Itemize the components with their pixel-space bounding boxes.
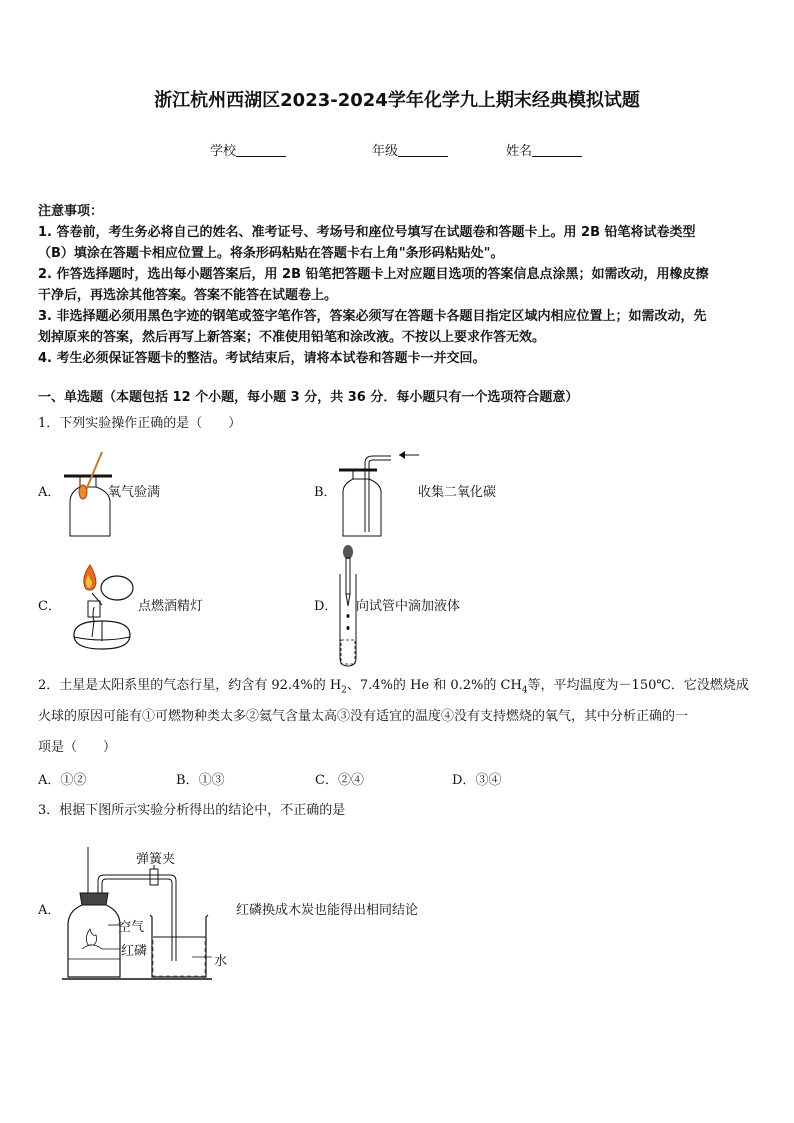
notice-line-7: 4. 考生必须保证答题卡的整洁。考试结束后，请将本试卷和答题卡一并交回。: [38, 351, 486, 366]
q3-stem: 3．根据下图所示实验分析得出的结论中，不正确的是: [38, 803, 346, 818]
school-label: 学校: [210, 144, 237, 159]
q1-option-a-letter[interactable]: A．: [38, 485, 61, 500]
q3-option-a-letter[interactable]: A．: [38, 903, 61, 918]
q2-option-b[interactable]: [176, 770, 225, 791]
grade-blank[interactable]: [398, 143, 448, 157]
q1-option-b-text: 收集二氧化碳: [418, 485, 497, 500]
q2-sub-h2: 2: [341, 685, 347, 696]
grade-label: 年级: [372, 144, 399, 159]
notice-line-3: 2. 作答选择题时，选出每小题答案后，用 2B 铅笔把答题卡上对应题目选项的答案信息点涂黑；如需改动，用橡皮擦: [38, 267, 709, 282]
q2-option-b-text: ①③: [198, 773, 225, 788]
q2-option-c[interactable]: [315, 770, 364, 791]
q1-b-collection-figure: [335, 448, 425, 540]
q1-option-b-letter[interactable]: B．: [314, 485, 337, 500]
grade-field: [372, 140, 448, 159]
q2-line-1c: 等，平均温度为－150℃．它没燃烧成: [527, 678, 749, 693]
page-title: 浙江杭州西湖区2023-2024学年化学九上期末经典模拟试题: [154, 90, 640, 111]
q1-option-c-letter[interactable]: C．: [38, 599, 61, 614]
notice-line-4: 干净后，再选涂其他答案。答案不能答在试题卷上。: [38, 288, 338, 303]
notice-line-2: （B）填涂在答题卡相应位置上。将条形码粘贴在答题卡右上角"条形码粘贴处"。: [38, 246, 504, 261]
q2-option-d-letter: D．: [452, 773, 476, 788]
q2-option-c-text: ②④: [337, 773, 364, 788]
q3-label-phosphorus: 红磷: [121, 944, 148, 959]
q2-option-a-letter: A．: [38, 773, 61, 788]
q1-option-d-text: 向试管中滴加液体: [356, 599, 461, 614]
name-blank[interactable]: [532, 143, 582, 157]
q2-sub-ch4: 4: [521, 685, 528, 696]
q2-option-d-text: ③④: [475, 773, 502, 788]
q2-option-a-text: ①②: [60, 773, 87, 788]
q1-stem: 1．下列实验操作正确的是（ ）: [38, 416, 242, 431]
q3-label-clamp: 弹簧夹: [136, 852, 176, 867]
q2-option-a[interactable]: [38, 770, 86, 791]
name-label: 姓名: [506, 144, 533, 159]
notice-line-5: 3. 非选择题必须用黑色字迹的钢笔或签字笔作答，答案必须写在答题卡各题目指定区域内相应位置上；如需改动，先: [38, 309, 707, 324]
section-heading: 一、单选题（本题包括 12 个小题，每小题 3 分，共 36 分．每小题只有一个选项符合题意）: [38, 390, 579, 405]
q3-label-air: 空气: [118, 920, 145, 935]
q2-line-1: [38, 675, 749, 702]
q2-line-1a: 2．土星是太阳系里的气态行星，约含有 92.4%的 H: [38, 678, 342, 693]
name-field: [506, 140, 582, 159]
q1-option-d-letter[interactable]: D．: [314, 599, 338, 614]
school-field: [210, 140, 286, 159]
notice-line-6: 划掉原来的答案，然后再写上新答案；不准使用铅笔和涂改液。不按以上要求作答无效。: [38, 330, 546, 345]
notice-line-1: 1. 答卷前，考生务必将自己的姓名、准考证号、考场号和座位号填写在试题卷和答题卡上。用 2B 铅笔将试卷类型: [38, 225, 696, 240]
q2-line-1b: 、7.4%的 He 和 0.2%的 CH: [346, 678, 522, 693]
q2-option-b-letter: B．: [176, 773, 199, 788]
school-blank[interactable]: [236, 143, 286, 157]
notice-heading: 注意事项：: [38, 204, 104, 219]
q1-option-a-text: 氧气验满: [108, 485, 161, 500]
q2-option-d[interactable]: [452, 770, 501, 791]
q2-line-2: 火球的原因可能有①可燃物种类太多②氦气含量太高③没有适宜的温度④没有支持燃烧的氧气，其中分析正确的一: [38, 709, 689, 724]
q2-option-c-letter: C．: [315, 773, 338, 788]
q3-option-a-text: 红磷换成木炭也能得出相同结论: [236, 903, 419, 918]
q1-c-alcohol-lamp-figure: [62, 563, 142, 659]
q3-label-water: 水: [214, 954, 228, 969]
q1-option-c-text: 点燃酒精灯: [138, 599, 204, 614]
q2-line-3: 项是（ ）: [38, 740, 117, 755]
